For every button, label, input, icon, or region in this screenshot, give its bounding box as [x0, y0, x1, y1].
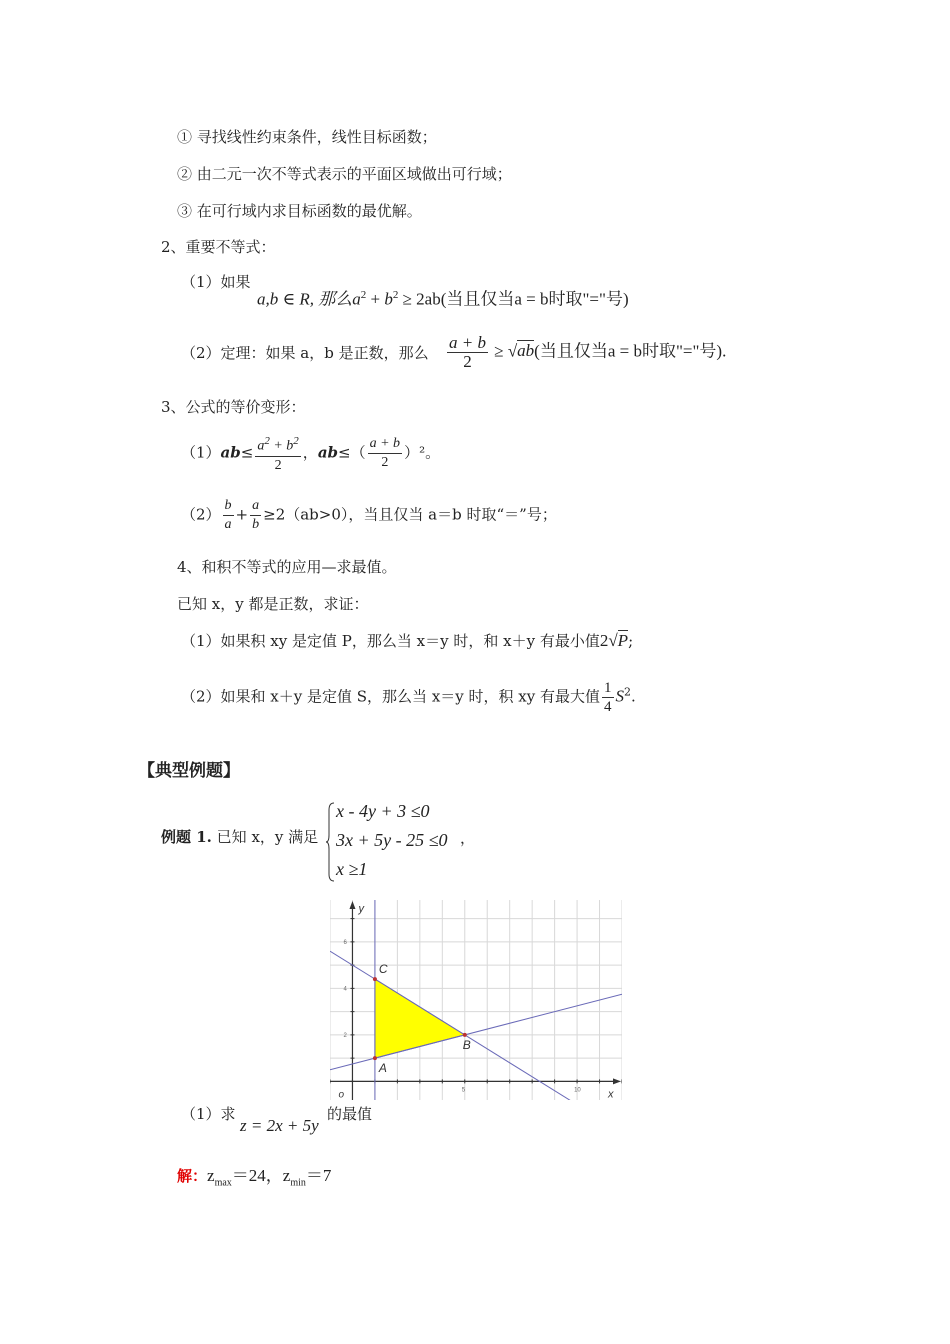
y-tick-label: 4	[343, 986, 347, 993]
section-3-item-2: （2） $\frac{b}{a}$ + $\frac{a}{b}$ ≥2（ab>0），当且仅当 a＝b 时取“＝”号；	[181, 498, 557, 532]
vertex-label-a: A	[378, 1061, 387, 1076]
ab-mean-fraction: $\frac{a + b}{2}$	[449, 333, 486, 371]
solution-label: 解：	[177, 1167, 208, 1185]
x-axis-label: x	[608, 1088, 614, 1100]
x-axis-arrow	[613, 1078, 621, 1084]
section-2-item-2-formula: $\frac{a + b}{2}$ ≥ √ab(当且仅当a = b时取"="号).	[449, 333, 727, 371]
question-1-suffix: 的最值	[327, 1105, 373, 1123]
section-3-title: 3、公式的等价变形：	[161, 398, 306, 416]
vertex-point-c	[373, 977, 377, 981]
origin-label: o	[338, 1089, 345, 1100]
constraint-system	[336, 797, 448, 884]
vertex-point-b	[463, 1033, 467, 1037]
typical-examples-heading: 【典型例题】	[138, 761, 240, 781]
constraint-comma: ，	[460, 829, 476, 847]
section-2-item-1-prefix: （1）如果	[181, 273, 251, 291]
objective-function: z = 2x + 5y	[240, 1116, 319, 1135]
x-tick-label: 10	[574, 1087, 581, 1094]
step-1: ① 寻找线性约束条件，线性目标函数；	[177, 128, 437, 146]
section-2-title: 2、重要不等式：	[161, 238, 276, 256]
y-axis-label: y	[358, 903, 364, 915]
section-3-item-1: （1）ab≤ $\frac{a^2 + b^2}{2}$ ，ab≤（ $\frac{a + b}{2}$ ）²。	[181, 435, 441, 473]
item1-condition: a,b ∈ R, 那么	[257, 289, 353, 309]
section-4-title: 4、和积不等式的应用—求最值。	[177, 558, 397, 576]
item1-tail: ≥ 2ab(当且仅当a = b时取"="号)	[402, 289, 629, 309]
constraint-1: x - 4y + 3 ≤0	[336, 801, 430, 821]
question-1-prefix: （1）求	[181, 1105, 236, 1123]
feasible-region-graph	[330, 900, 622, 1100]
y-axis-arrow	[349, 901, 355, 909]
example-text: 已知 x，y 满足	[216, 828, 319, 846]
y-tick-label: 6	[343, 939, 347, 946]
vertex-label-c: C	[378, 962, 388, 977]
section-4-item-2: （2）如果和 x＋y 是定值 S，那么当 x＝y 时，积 xy 有最大值 $\frac{1}{4}$ $S^2$.	[181, 680, 636, 715]
section-2-item-1-formula: a,b ∈ R, 那么$a^2 + b^2 \ge 2ab$(当且仅当a = b时取"="号)	[257, 289, 629, 309]
x-tick-label: 5	[461, 1087, 466, 1094]
item2-tail: (当且仅当a = b时取"="号).	[534, 341, 727, 361]
constraint-2: 3x + 5y - 25 ≤0	[336, 830, 448, 850]
boundary-line-2	[330, 951, 622, 1100]
step-2: ② 由二元一次不等式表示的平面区域做出可行域；	[177, 165, 512, 183]
section-4-item-1: （1）如果积 xy 是定值 P，那么当 x＝y 时，和 x＋y 有最小值2√P;	[181, 631, 634, 650]
constraint-brace	[325, 802, 335, 882]
step-3: ③ 在可行域内求目标函数的最优解。	[177, 202, 422, 220]
example-1-intro	[161, 827, 318, 847]
section-2-item-2-prefix: （2）定理：如果 a，b 是正数，那么	[181, 344, 429, 362]
y-tick-label: 2	[343, 1032, 347, 1039]
section-4-intro: 已知 x，y 都是正数，求证：	[177, 595, 369, 613]
vertex-label-b: B	[462, 1037, 471, 1052]
solution: 解：$z_{max}=24$，$z_{min}=7$	[177, 1166, 332, 1189]
constraint-3: x ≥1	[336, 859, 368, 879]
vertex-point-a	[373, 1056, 377, 1060]
example-label: 例题 1.	[161, 828, 212, 846]
